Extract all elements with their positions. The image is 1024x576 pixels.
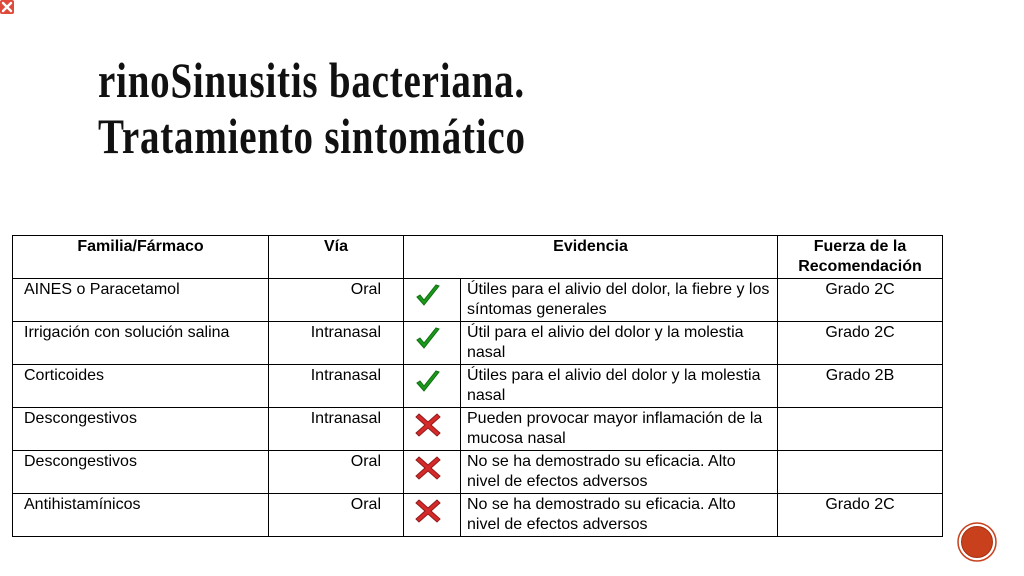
table-row	[13, 408, 943, 451]
table-header-row	[13, 236, 943, 279]
cell-evidencia: No se ha demostrado su eficacia. Alto nivel de efectos adversos	[461, 451, 778, 494]
cell-evidencia: Útiles para el alivio del dolor, la fiebre y los síntomas generales	[461, 279, 778, 322]
header-evidencia: Evidencia	[404, 236, 778, 279]
cell-fuerza: Grado 2B	[778, 365, 943, 408]
slide-title	[98, 52, 526, 164]
cell-fuerza: Grado 2C	[778, 322, 943, 365]
cell-familia: Corticoides	[13, 365, 269, 408]
cell-familia: AINES o Paracetamol	[13, 279, 269, 322]
cross-icon	[414, 497, 442, 525]
cell-fuerza	[778, 451, 943, 494]
cell-evidencia: Pueden provocar mayor inflamación de la mucosa nasal	[461, 408, 778, 451]
cell-via: Oral	[269, 494, 404, 537]
table-row	[13, 494, 943, 537]
cell-familia: Irrigación con solución salina	[13, 322, 269, 365]
cell-familia: Antihistamínicos	[13, 494, 269, 537]
cell-familia: Descongestivos	[13, 408, 269, 451]
cross-icon	[414, 411, 442, 439]
cell-evidence-icon	[404, 408, 461, 451]
cell-via: Oral	[269, 279, 404, 322]
cell-via: Oral	[269, 451, 404, 494]
cell-via: Intranasal	[269, 322, 404, 365]
table-row	[13, 451, 943, 494]
slide-title-line-2: Tratamiento sintomático	[98, 108, 526, 164]
treatment-table	[12, 235, 943, 537]
cell-fuerza: Grado 2C	[778, 494, 943, 537]
cell-evidencia: Útiles para el alivio del dolor y la molestia nasal	[461, 365, 778, 408]
cell-evidencia: No se ha demostrado su eficacia. Alto nivel de efectos adversos	[461, 494, 778, 537]
check-icon	[414, 325, 442, 353]
cell-evidence-icon	[404, 365, 461, 408]
close-icon[interactable]	[0, 0, 14, 14]
table-row	[13, 279, 943, 322]
cell-fuerza: Grado 2C	[778, 279, 943, 322]
slide-title-line-1: rinoSinusitis bacteriana.	[98, 52, 525, 108]
header-familia: Familia/Fármaco	[13, 236, 269, 279]
cell-via: Intranasal	[269, 365, 404, 408]
cell-fuerza	[778, 408, 943, 451]
cell-via: Intranasal	[269, 408, 404, 451]
check-icon	[414, 368, 442, 396]
header-via: Vía	[269, 236, 404, 279]
table-row	[13, 322, 943, 365]
cell-evidence-icon	[404, 279, 461, 322]
cell-evidence-icon	[404, 451, 461, 494]
cross-icon	[414, 454, 442, 482]
cell-evidence-icon	[404, 494, 461, 537]
cell-evidencia: Útil para el alivio del dolor y la molestia nasal	[461, 322, 778, 365]
cell-familia: Descongestivos	[13, 451, 269, 494]
cell-evidence-icon	[404, 322, 461, 365]
header-fuerza: Fuerza de la Recomendación	[778, 236, 943, 279]
slide-nav-button[interactable]	[957, 522, 997, 562]
check-icon	[414, 282, 442, 310]
table-row	[13, 365, 943, 408]
